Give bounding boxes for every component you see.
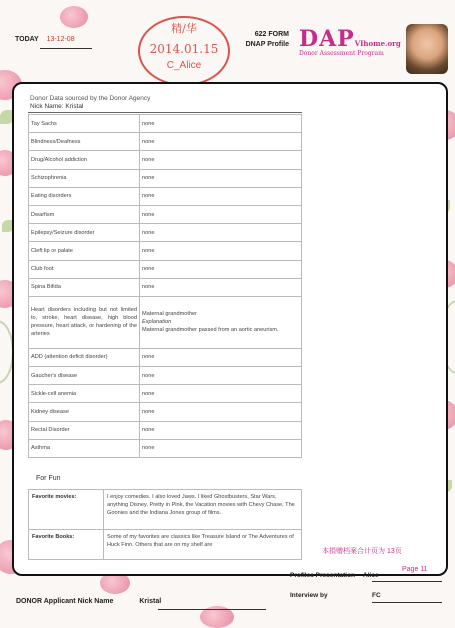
favorite-label: Favorite Books: [29,530,104,560]
form-title [234,30,289,50]
condition-value: none [140,260,302,278]
footer-value: Kristal [139,598,162,605]
table-row-heart [29,296,302,348]
flower-decoration [60,6,88,28]
condition-value: none [140,169,302,187]
favorite-label: Favorite movies: [29,490,104,530]
table-row [29,278,302,296]
condition-name: Club foot [29,260,140,278]
condition-name: Cleft lip or palate [29,242,140,260]
donor-source-text: Donor Data sourced by the Donor Agency [30,95,151,102]
condition-value: none [140,367,302,385]
stamp-top-text: 精/华 [171,22,197,35]
table-row [29,367,302,385]
condition-value: none [140,278,302,296]
table-row [29,205,302,223]
condition-value: none [140,133,302,151]
condition-name: Schizophrenia [29,169,140,187]
condition-name: Heart disorders including but not limited to, stroke, heart disease, high blood pressure, heart attack, or hardening of the arteries [29,296,140,348]
table-row [29,403,302,421]
heart-value-line2: Explanation [142,319,172,326]
table-row [29,169,302,187]
condition-name: Asthma [29,439,140,457]
heart-value-line3: Maternal grandmother passed from an aortic aneurism. [142,327,279,334]
profiles-underline [372,581,442,582]
interview-label: Interview by [290,592,328,599]
form-title-line1: 622 FORM [254,31,289,38]
heart-value-line1: Maternal grandmother [142,311,198,318]
condition-value [140,296,302,348]
table-row [29,133,302,151]
condition-value: none [140,403,302,421]
footer-nick-name-field [16,598,161,605]
medical-history-table [28,114,302,458]
table-row [29,490,302,530]
condition-name: Gaucher's disease [29,367,140,385]
donor-nick-label: Nick Name: Kristal [30,103,84,110]
table-row [29,187,302,205]
condition-name: Dwarfism [29,205,140,223]
table-row [29,115,302,133]
favorite-value: Some of my favorites are classics like Treasure Island or The Adventures of Huck Finn. Others that are on my shelf are [104,530,302,560]
footer-label: DONOR Applicant Nick Name [16,598,114,605]
page-total-note: 本捐赠档案合计页为 13页 [322,548,402,555]
table-row [29,260,302,278]
condition-value: none [140,205,302,223]
condition-name: Rectal Disorder [29,421,140,439]
table-row [29,530,302,560]
profiles-value: Alice [363,572,379,579]
logo-subtitle: Donor Assessment Program [299,50,384,57]
page-number: Page 11 [402,566,428,573]
condition-name: Epilepsy/Seizure disorder [29,224,140,242]
profiles-label: Profiles Presentation [290,572,356,579]
donor-photo [406,24,448,74]
condition-name: Kidney disease [29,403,140,421]
favorites-table [28,489,302,560]
condition-value: none [140,224,302,242]
condition-value: none [140,421,302,439]
today-field [15,36,75,43]
condition-value: none [140,242,302,260]
stamp-date: 2014.01.15 [149,42,219,56]
donor-header [30,95,150,111]
stamp-name: C_Alice [166,60,202,71]
table-row [29,242,302,260]
form-title-line2: DNAP Profile [245,41,289,48]
footer-underline [158,609,266,610]
condition-value: none [140,348,302,366]
condition-value: none [140,187,302,205]
approval-stamp [138,16,230,86]
condition-value: none [140,439,302,457]
profiles-presentation-field [290,572,379,579]
table-row [29,439,302,457]
condition-value: none [140,385,302,403]
condition-value: none [140,151,302,169]
logo-suffix: VIhome.org [354,39,401,48]
today-underline [40,48,92,49]
condition-value: none [140,115,302,133]
dap-logo [299,26,401,57]
table-row [29,385,302,403]
condition-name: Drug/Alcohol addiction [29,151,140,169]
donor-header-rule [28,112,302,113]
interview-field [290,592,381,599]
table-row [29,151,302,169]
table-row [29,224,302,242]
today-label: TODAY [15,36,39,43]
interview-value: FC [372,592,381,599]
condition-name: Spina Bifida [29,278,140,296]
logo-main: DAP [299,26,355,52]
condition-name: Tay Sachs [29,115,140,133]
condition-name: Blindness/Deafness [29,133,140,151]
for-fun-heading: For Fun [36,475,61,482]
favorite-value: I enjoy comedies. I also loved Jaws. I liked Ghostbusters, Star Wars, anything Disney, Pretty in Pink, the Vacation movies with Chevy Chase, The Goonies and the Indiana Jones group of films. [104,490,302,530]
condition-name: Sickle-cell anemia [29,385,140,403]
today-value: 13-12-08 [46,36,75,43]
condition-name: Eating disorders [29,187,140,205]
table-row [29,348,302,366]
interview-underline [372,602,442,603]
condition-name: ADD (attention deficit disorder) [29,348,140,366]
table-row [29,421,302,439]
